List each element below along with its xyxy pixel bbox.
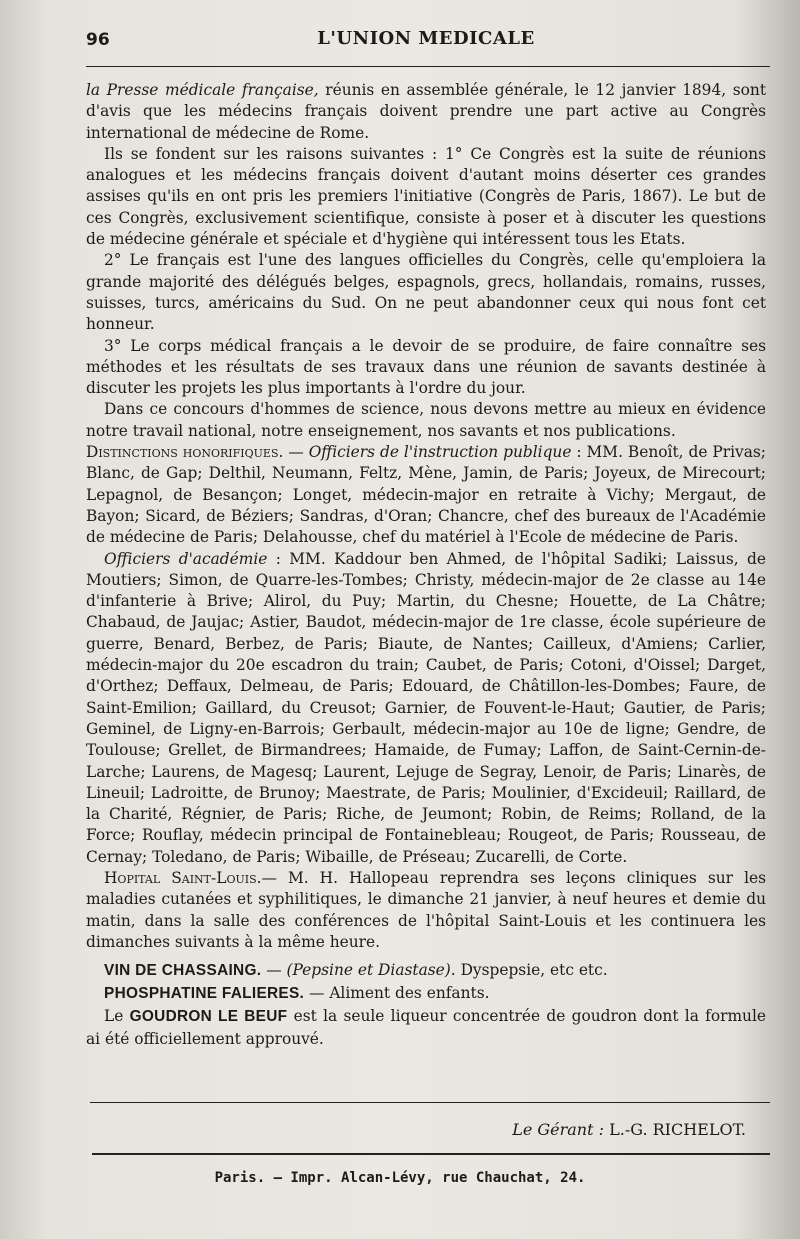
ad-goudron-text: est la seule liqueur concentrée de goudron dont la formule ai été officiellement approuvé. [86,1007,766,1049]
officiers-italic: Officiers d'académie [104,549,268,568]
footer-rule-top [90,1102,770,1103]
officiers-text: : MM. Kaddour ben Ahmed, de l'hôpital Sadiki; Laissus, de Moutiers; Simon, de Quarre-les-Tombes; Christy, médecin-major de 2e classe au 14e d'infanterie à Brive; Alirol, du Puy; Martin, du Chesne; Houette, de La Châtre; Chabaud, de Jaujac; Astier, Baudot, médecin-major de 1re classe, école supérieure de guerre, Benard, Berbez, de Paris; Biaute, de Nantes; Cailleux, d'Amiens; Carlier, médecin-major du 20e escadron du train; Caubet, de Paris; Cotoni, d'Oissel; Darget, d'Orthez; Deffaux, Delmeau, de Paris; Edouard, de Châtillon-les-Dombes; Faure, de Saint-Emilion; Gaillard, du Creusot; Garnier, de Fouvent-le-Haut; Gautier, de Paris; Geminel, de Ligny-en-Barrois; Gerbault, médecin-major au 10e de ligne; Gendre, de Toulouse; Grellet, de Birmandrees; Hamaide, de Fumay; Laffon, de Saint-Cernin-de-Larche; Laurens, de Magesq; Laurent, Lejuge de Segray, Lenoir, de Paris; Linarès, de Lineuil; Ladroitte, de Brunoy; Maestrate, de Paris; Moulinier, d'Excideuil; Raillard, de la Charité, Régnier, de Paris; Riche, de Jeumont; Robin, de Reims; Rolland, de la Force; Rouflay, médecin principal de Fontainebleau; Rougeot, de Paris; Rousseau, de Cernay; Toledano, de Paris; Wibaille, de Préseau; Zucarelli, de Corte. [86,549,766,866]
paragraph-2: Ils se fondent sur les raisons suivantes : 1° Ce Congrès est la suite de réunions analogues et les médecins français doivent d'autant moins déserter ces grandes assises qu'ils en ont pris les premiers l'initiative (Congrès de Paris, 1867). Le but de ces Congrès, exclusivement scientifique, consiste à poser et à discuter les questions de médecine générale et spéciale et d'hygiène qui intéressent tous les Etats. [86,144,766,249]
distinctions-paragraph: Distinctions honorifiques. — Officiers de l'instruction publique : MM. Benoît, de Privas; Blanc, de Gap; Delthil, Neumann, Feltz, Mène, Jamin, de Paris; Joyeux, de Mirecourt; Lepagnol, de Besançon; Longet, médecin-major en retraite à Vichy; Mergaut, de Bayon; Sicard, de Béziers; Sandras, d'Oran; Chancre, chef des bureaux de l'Académie de médecine de Paris; Delahousse, chef du matériel à l'Ecole de médecine de Paris. [86,443,766,547]
paragraph-3: 2° Le français est l'une des langues officielles du Congrès, celle qu'emploiera la grande majorité des délégués belges, espagnols, grecs, hollandais, romains, russes, suisses, turcs, américains du Sud. On ne peut abandonner ceux qui nous font cet honneur. [86,251,766,334]
imprint-line: Paris. — Impr. Alcan-Lévy, rue Chauchat, 24. [214,1170,586,1186]
distinctions-text: : MM. Benoît, de Privas; Blanc, de Gap; Delthil, Neumann, Feltz, Mène, Jamin, de Paris; Joyeux, de Mirecourt; Lepagnol, de Besançon; Longet, médecin-major en retraite à Vichy; Mergaut, de Bayon; Sicard, de Béziers; Sandras, d'Oran; Chancre, chef des bureaux de l'Académie de médecine de Paris; Delahousse, chef du matériel à l'Ecole de médecine de Paris. [86,443,766,547]
paragraph-4: 3° Le corps médical français a le devoir de se produire, de faire connaître ses méthodes et les résultats de ses travaux dans une réunion de savants destinée à discuter les projets les plus importants à l'ordre du jour. [86,336,766,398]
ad-vin [86,959,766,982]
page-header [86,22,766,52]
gerant-line [512,1120,746,1139]
ad-goudron [86,1005,766,1050]
hopital-heading: Hopital Saint-Louis. [104,868,262,887]
advertisements [86,959,766,1050]
footer-rule-bottom [92,1153,770,1155]
ad-goudron-name: GOUDRON LE BEUF [129,1008,288,1026]
ad-phos-name: PHOSPHATINE FALIERES. [104,985,305,1003]
ad-phos-text: — Aliment des enfants. [304,984,490,1003]
distinctions-italic: Officiers de l'instruction publique [308,443,572,462]
ad-vin-name: VIN DE CHASSAING. [104,962,262,980]
ad-goudron-pre: Le [104,1007,130,1026]
officiers-paragraph [86,549,766,868]
ad-vin-text: . Dyspepsie, etc etc. [450,961,608,980]
paragraph-1-italic: la Presse médicale française, [86,81,319,99]
running-title: L'UNION MEDICALE [317,28,535,49]
hopital-paragraph [86,868,766,953]
article-body [86,80,766,1050]
ad-vin-italic: (Pepsine et Diastase) [286,961,451,980]
header-rule [86,66,770,67]
paragraph-1-text: réunis en assemblée générale, le 12 janvier 1894, sont d'avis que les médecins français doivent prendre une part active au Congrès international de médecine de Rome. [86,81,767,142]
gerant-name: L.-G. RICHELOT. [609,1120,746,1139]
ad-phosphatine [86,982,766,1005]
paragraph-5: Dans ce concours d'hommes de science, nous devons mettre au mieux en évidence notre travail national, notre enseignement, nos savants et nos publications. [86,400,766,440]
gerant-label: Le Gérant : [512,1120,605,1139]
paragraph-1 [86,80,766,144]
ad-vin-dash: — [261,961,287,980]
page-number: 96 [86,30,110,50]
distinctions-heading: Distinctions honorifiques. [86,443,284,462]
hopital-text: — M. H. Hallopeau reprendra ses leçons cliniques sur les maladies cutanées et syphilitiques, le dimanche 21 janvier, à neuf heures et demie du matin, dans la salle des conférences de l'hôpital Saint-Louis et les continuera les dimanches suivants à la même heure. [86,868,766,951]
